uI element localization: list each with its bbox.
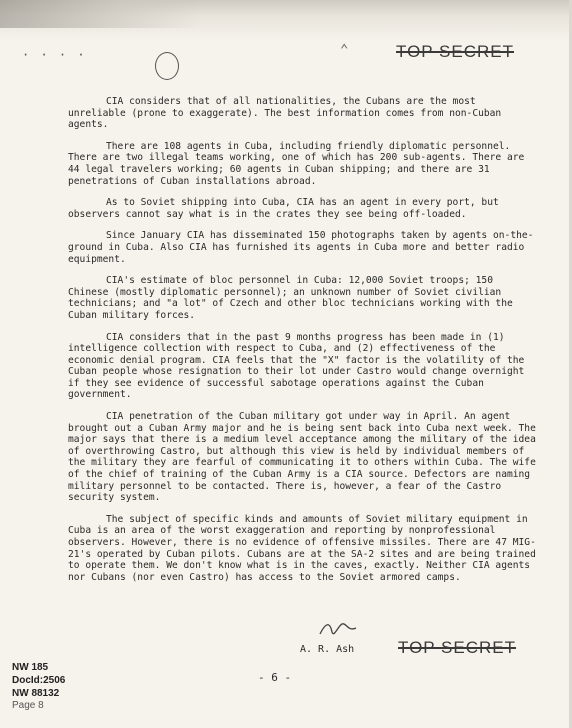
classification-header: TOP SECRET [396,42,515,61]
paragraph: There are 108 agents in Cuba, including friendly diplomatic personnel. There are two illegal teams working, one of which has 200 sub-agents. There are 44 legal travelers working; 60 agents in Cuban shipping; and there are 31 penetrations of Cuban installations abroad. [68,140,525,187]
page-number: - 6 - [258,671,292,684]
paragraph: CIA's estimate of bloc personnel in Cuba: 12,000 Soviet troops; 150 Chinese (mostly diplomatic personnel); an unknown number of Soviet civilian technicians; and "a lot" of Czech and other bloc technicians working with the Cuban military forces. [68,275,513,321]
archive-stamp-nw2: NW 88132 [12,688,60,699]
classification-footer: TOP SECRET [398,638,517,657]
paragraph: CIA considers that of all nationalities, the Cubans are the most unreliable (prone to exaggerate). The best information comes from non-Cuban agents. [68,96,502,131]
archive-stamp-nw: NW 185 [12,662,49,673]
corner-marks: · · · · [22,48,87,62]
pen-mark: ⌃ [340,42,349,58]
scan-smudge [0,0,200,28]
paragraph: CIA considers that in the past 9 months progress has been made in (1) intelligence collection with respect to Cuba, and (2) effectiveness of the economic denial program. CIA feels that the "X" factor is the volatility of the Cuban people whose resignation to their lot under Castro would change overnight if they see evidence of successful sabotage operations against the Cuban government. [68,331,525,401]
memo-body [68,96,538,593]
paragraph: As to Soviet shipping into Cuba, CIA has an agent in every port, but observers cannot say what is in the crates they see being off-loaded. [68,197,499,220]
paragraph: CIA penetration of the Cuban military got under way in April. An agent brought out a Cuban Army major and he is being sent back into Cuba next week. The major says that there is a medium level acceptance among the military of the idea of overthrowing Castro, but although this view is held by individual members of the military they are fearful of communicating it to others within Cuba. The wife of the chief of training of the Cuban Army is a CIA source. Defectors are naming military personnel to be contacted. There is, however, a fear of the Castro security system. [68,411,536,504]
signature-name: A. R. Ash [300,644,355,655]
paragraph: The subject of specific kinds and amounts of Soviet military equipment in Cuba is an area of the worst exaggeration and reporting by nonprofessional observers. However, there is no evidence of offensive missiles. There are 47 MIG-21's operated by Cuban pilots. Cubans are at the SA-2 sites and are being trained to operate them. We don't know what is in the caves, exactly. Neither CIA agents nor Cubans (nor even Castro) has access to the Soviet armored camps. [68,513,536,583]
paragraph: Since January CIA has disseminated 150 photographs taken by agents on-the-ground in Cuba. Also CIA has furnished its agents in Cuba more and better radio equipment. [68,230,534,265]
archive-stamp-page: Page 8 [12,700,44,711]
archive-stamp-docid: DocId:2506 [12,675,66,686]
handwritten-initials [318,618,358,640]
hole-punch-mark [155,52,179,80]
